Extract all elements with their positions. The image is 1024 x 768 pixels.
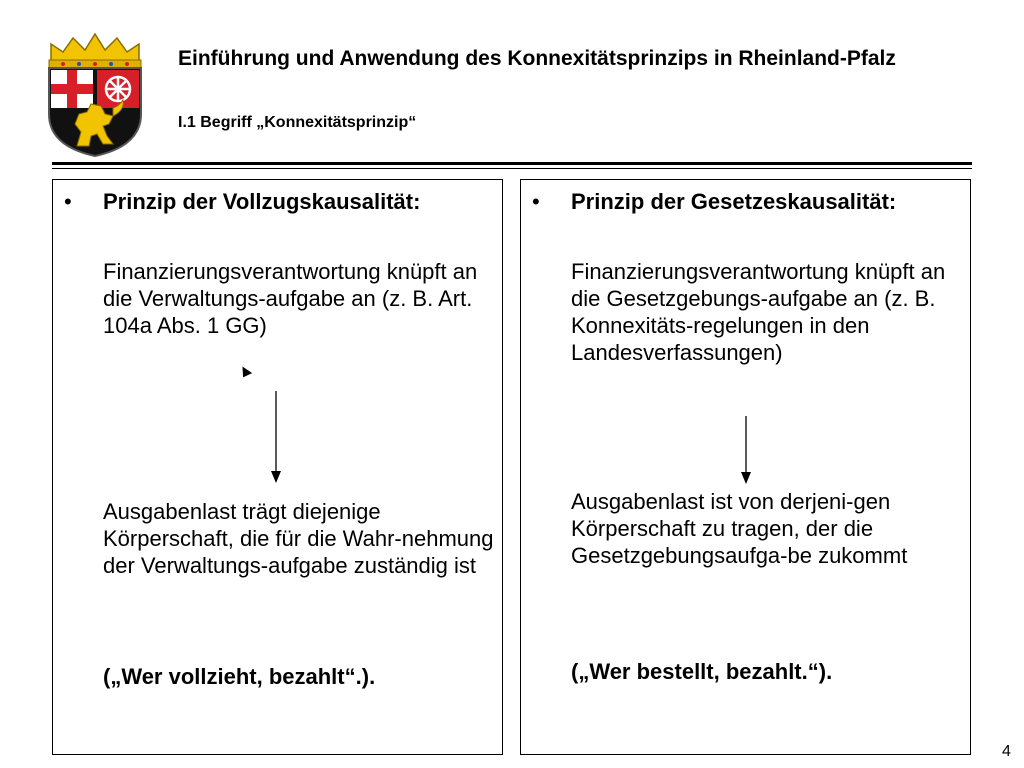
bullet: • — [64, 189, 72, 214]
page-number: 4 — [1002, 743, 1011, 760]
arrow-down-icon — [239, 366, 263, 482]
motto-text: („Wer bestellt, bezahlt.“). — [571, 659, 833, 684]
page-title: Einführung und Anwendung des Konnexitätsprinzips in Rheinland-Pfalz — [178, 47, 896, 70]
panel-gesetzeskausalitaet — [520, 179, 971, 755]
arrow-down-icon — [739, 416, 753, 484]
section-subtitle: I.1 Begriff „Konnexitätsprinzip“ — [178, 114, 417, 131]
coat-of-arms-logo — [43, 28, 147, 158]
crown-icon — [49, 34, 141, 68]
wheel-icon — [106, 77, 130, 101]
definition-text: Finanzierungsverantwortung knüpft an die Gesetzgebungs-aufgabe an (z. B. Konnexitäts-regelungen in den Landesverfassungen) — [571, 259, 946, 365]
definition-text: Finanzierungsverantwortung knüpft an die Verwaltungs-aufgabe an (z. B. Art. 104a Abs. 1 GG) — [103, 259, 478, 338]
panel-vollzugskausalitaet — [52, 179, 503, 755]
consequence-text: Ausgabenlast trägt diejenige Körperschaft, die für die Wahr-nehmung der Verwaltungs-aufgabe zuständig ist — [103, 499, 494, 578]
panel-heading: Prinzip der Vollzugskausalität: — [103, 189, 421, 214]
header-divider-thick — [52, 162, 972, 165]
arrow-down-icon — [269, 391, 283, 483]
header-divider-thin — [52, 168, 972, 169]
consequence-text: Ausgabenlast ist von derjeni-gen Körperschaft zu tragen, der die Gesetzgebungsaufga-be zukommt — [571, 489, 908, 568]
panel-heading: Prinzip der Gesetzeskausalität: — [571, 189, 897, 214]
motto-text: („Wer vollzieht, bezahlt“.). — [103, 664, 376, 689]
bullet: • — [532, 189, 540, 214]
